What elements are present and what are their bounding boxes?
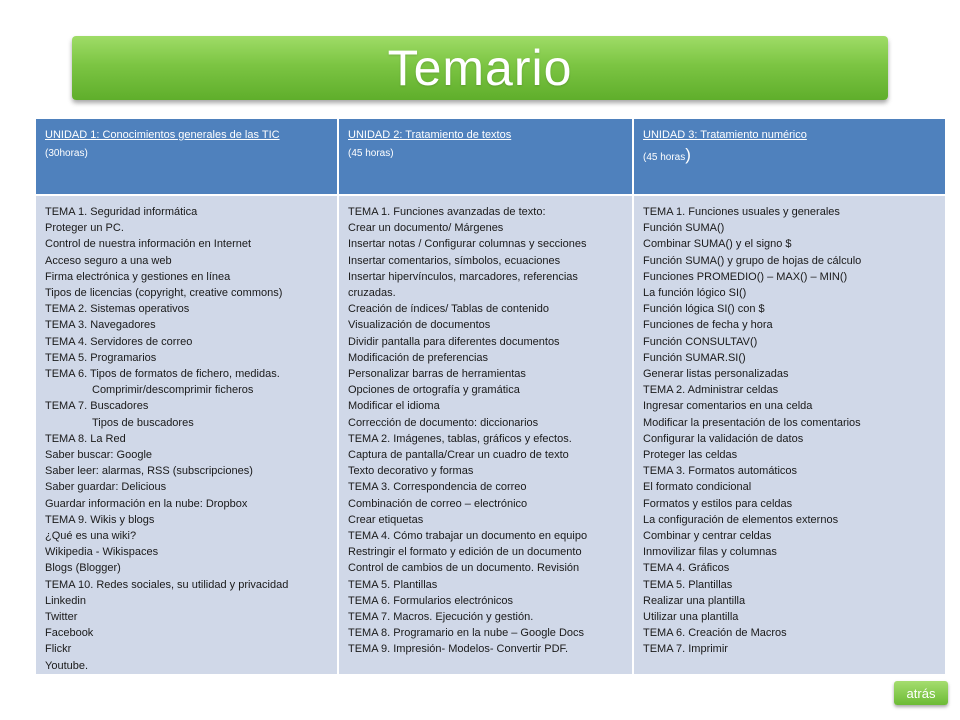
title-banner [72, 36, 888, 100]
topic-line: Funciones de fecha y hora [643, 319, 773, 332]
topic-line: TEMA 4. Servidores de correo [45, 335, 193, 348]
topic-line: Flickr [45, 643, 72, 656]
topic-line: TEMA 1. Funciones usuales y generales [643, 206, 840, 218]
topic-line: Combinar SUMA() y el signo $ [643, 238, 792, 251]
unit-title-link[interactable]: UNIDAD 3: Tratamiento numérico [643, 129, 807, 141]
back-button[interactable]: atrás [894, 681, 948, 705]
topic-line: TEMA 8. La Red [45, 432, 126, 445]
topic-line: Blogs (Blogger) [45, 562, 121, 575]
topic-line: Función lógica SI() con $ [643, 303, 765, 316]
topic-line: Modificación de preferencias [348, 351, 489, 364]
topic-line: TEMA 8. Programario en la nube – Google Docs [348, 627, 585, 640]
topic-line: TEMA 7. Buscadores [45, 400, 149, 413]
topic-line: cruzadas. [348, 287, 396, 300]
topic-line: Texto decorativo y formas [348, 465, 474, 478]
topic-line: TEMA 2. Sistemas operativos [45, 303, 190, 316]
topic-line: Saber guardar: Delicious [45, 481, 167, 494]
topic-line: TEMA 3. Correspondencia de correo [348, 481, 527, 494]
page-title: Temario [387, 40, 573, 96]
topic-line: TEMA 5. Programarios [45, 351, 157, 364]
topic-line: TEMA 3. Formatos automáticos [643, 465, 798, 478]
unit-topics [633, 195, 946, 675]
unit-hours: (45 horas) [348, 148, 394, 159]
topic-line: Corrección de documento: diccionarios [348, 416, 539, 429]
topic-line: TEMA 5. Plantillas [643, 578, 733, 591]
topic-line: TEMA 6. Creación de Macros [643, 627, 787, 640]
topic-line: Insertar hipervínculos, marcadores, referencias [348, 270, 578, 283]
topic-line: Inmovilizar filas y columnas [643, 546, 777, 559]
topic-line: Facebook [45, 627, 94, 640]
topic-line: Proteger las celdas [643, 449, 738, 462]
topic-line: TEMA 2. Administrar celdas [643, 384, 779, 397]
topic-line: Modificar el idioma [348, 400, 440, 413]
topic-line: TEMA 6. Tipos de formatos de fichero, medidas. [45, 368, 280, 381]
topic-line: Tipos de buscadores [92, 416, 194, 429]
topic-line: Creación de índices/ Tablas de contenido [348, 303, 549, 316]
topic-line: Función SUMAR.SI() [643, 351, 746, 364]
topic-line: La función lógico SI() [643, 287, 747, 300]
topic-line: TEMA 7. Imprimir [643, 643, 728, 656]
topic-line: Comprimir/descomprimir ficheros [92, 384, 254, 397]
topics-row [35, 195, 946, 675]
topic-line: Control de nuestra información en Internet [45, 238, 252, 251]
topic-line: TEMA 3. Navegadores [45, 319, 156, 332]
unit-header [338, 118, 633, 195]
topic-line: Twitter [45, 611, 78, 624]
topic-line: Combinar y centrar celdas [643, 530, 772, 543]
topic-line: Firma electrónica y gestiones en línea [45, 270, 231, 283]
topic-line: Realizar una plantilla [643, 594, 746, 607]
topic-line: Formatos y estilos para celdas [643, 497, 793, 510]
topic-line: Función CONSULTAV() [643, 335, 758, 348]
topic-line: Captura de pantalla/Crear un cuadro de texto [348, 449, 569, 462]
topic-line: Restringir el formato y edición de un documento [348, 546, 582, 559]
topic-line: Opciones de ortografía y gramática [348, 384, 520, 397]
unit-title-link[interactable]: UNIDAD 1: Conocimientos generales de las TIC [45, 129, 280, 141]
topic-line: Función SUMA() [643, 222, 725, 235]
topic-line: TEMA 4. Gráficos [643, 562, 730, 575]
topic-line: Generar listas personalizadas [643, 368, 789, 381]
topic-line: Modificar la presentación de los comentarios [643, 416, 861, 429]
topic-line: Acceso seguro a una web [45, 254, 172, 267]
topic-line: Proteger un PC. [45, 222, 124, 235]
unit-topics [338, 195, 633, 675]
topic-line: Wikipedia - Wikispaces [45, 546, 159, 559]
topic-line: Combinación de correo – electrónico [348, 497, 528, 510]
topic-line: Insertar notas / Configurar columnas y secciones [348, 238, 587, 251]
topic-line: Tipos de licencias (copyright, creative commons) [45, 287, 283, 300]
unit-header [633, 118, 946, 195]
topic-line: Saber buscar: Google [45, 449, 153, 462]
topic-line: Configurar la validación de datos [643, 432, 804, 445]
topic-line: El formato condicional [643, 481, 752, 494]
topic-line: ¿Qué es una wiki? [45, 530, 137, 543]
topic-line: Personalizar barras de herramientas [348, 368, 526, 381]
topic-line: TEMA 9. Wikis y blogs [45, 513, 155, 526]
topic-line: Ingresar comentarios en una celda [643, 400, 813, 413]
topic-line: Saber leer: alarmas, RSS (subscripciones) [45, 465, 253, 478]
topic-line: Función SUMA() y grupo de hojas de cálculo [643, 254, 862, 267]
topic-line: Dividir pantalla para diferentes documentos [348, 335, 560, 348]
unit-hours: (45 horas) [643, 145, 691, 164]
topic-line: La configuración de elementos externos [643, 513, 839, 526]
topic-line: Visualización de documentos [348, 319, 491, 332]
unit-header [35, 118, 338, 195]
topic-line: TEMA 2. Imágenes, tablas, gráficos y efectos. [348, 432, 572, 445]
header-row [35, 118, 946, 195]
topic-line: Insertar comentarios, símbolos, ecuaciones [348, 254, 561, 267]
topic-line: Utilizar una plantilla [643, 611, 739, 624]
topic-line: TEMA 7. Macros. Ejecución y gestión. [348, 611, 534, 624]
topic-line: TEMA 6. Formularios electrónicos [348, 594, 514, 607]
topic-line: TEMA 1. Funciones avanzadas de texto: [348, 206, 546, 218]
topic-line: Youtube. [45, 659, 89, 672]
syllabus-table [34, 117, 947, 676]
topic-line: TEMA 5. Plantillas [348, 578, 438, 591]
topic-line: Linkedin [45, 594, 86, 607]
topic-line: Guardar información en la nube: Dropbox [45, 497, 248, 510]
unit-title-link[interactable]: UNIDAD 2: Tratamiento de textos [348, 129, 512, 141]
topic-line: Control de cambios de un documento. Revisión [348, 562, 580, 575]
topic-line: TEMA 1. Seguridad informática [45, 206, 198, 218]
unit-hours: (30horas) [45, 148, 88, 159]
topic-line: Crear etiquetas [348, 513, 424, 526]
topic-line: TEMA 9. Impresión- Modelos- Convertir PDF. [348, 643, 569, 656]
topic-line: TEMA 4. Cómo trabajar un documento en equipo [348, 530, 588, 543]
topic-line: Funciones PROMEDIO() – MAX() – MIN() [643, 270, 848, 283]
topic-line: Crear un documento/ Márgenes [348, 222, 504, 235]
unit-topics [35, 195, 338, 675]
topic-line: TEMA 10. Redes sociales, su utilidad y privacidad [45, 578, 289, 591]
